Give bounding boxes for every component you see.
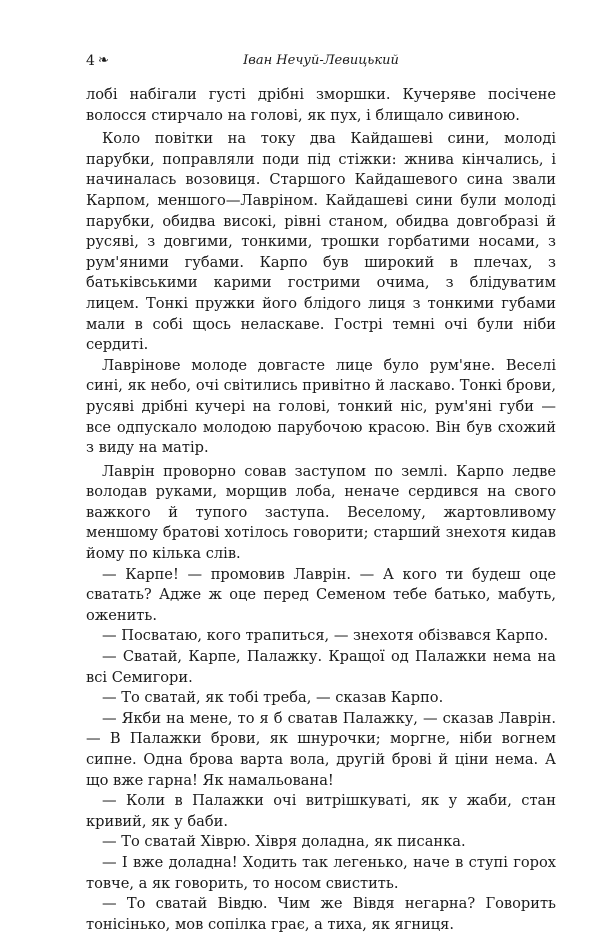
dialogue-line: — То сватай, як тобі треба, — сказав Карпо.	[102, 689, 444, 707]
body-text	[86, 85, 556, 935]
dialogue-line: — Сватай, Карпе, Палажку. Кращої од Палажки нема на всі Семигори.	[86, 648, 556, 686]
paragraph: Лаврінове молоде довгасте лице було рум'яне. Веселі сині, як небо, очі світились привітно й ласкаво. Тонкі брови, русяві дрібні кучері на голові, тонкий ніс, рум'яні губи — все одпускало молодою парубочою красою. Він був схожий з виду на матір.	[86, 356, 556, 457]
paragraph: лобі набігали густі дрібні зморшки. Кучеряве посічене волосся стирчало на голові, як пух, і блищало сивиною.	[86, 86, 556, 124]
dialogue-line: — То сватай Вівдю. Чим же Вівдя негарна? Говорить тонісінько, мов сопілка грає, а тиха, як ягниця.	[86, 895, 556, 933]
ornament-icon: ❧	[98, 53, 109, 68]
dialogue-line: — І вже доладна! Ходить так легенько, наче в ступі горох товче, а як говорить, то носом свистить.	[86, 853, 556, 892]
page-number: 4	[86, 53, 95, 69]
page-header	[86, 50, 556, 72]
dialogue-line: — Коли в Палажки очі витрішкуваті, як у жаби, стан кривий, як у баби.	[86, 792, 556, 830]
dialogue-line: — Карпе! — промовив Лаврін. — А кого ти будеш оце сватать? Адже ж оце перед Семеном тебе батько, мабуть, оженить.	[86, 565, 556, 624]
paragraph: Коло повітки на току два Кайдашеві сини, молоді парубки, поправляли поди під стіжки: жнива кінчались, і начиналась возовиця. Старшого Кайдашевого сина звали Карпом, меншого—Лавріном. Кайдашеві сини були молоді парубки, обидва високі, рівні станом, обидва довгобразі й русяві, з довгими, тонкими, трошки горбатими носами, з рум'яними губами. Карпо був широкий в плечах, з батьківськими карими гострими очима, з блідуватим лицем. Тонкі пружки його блідого лиця з тонкими губами мали в собі щось неласкаве. Гострі темні очі були ніби сердиті.	[86, 130, 556, 354]
running-title: Іван Нечуй-Левицький	[243, 53, 399, 68]
dialogue-line: — То сватай Хіврю. Хівря доладна, як писанка.	[102, 833, 466, 851]
paragraph: Лаврін проворно совав заступом по землі. Карпо ледве володав руками, морщив лоба, неначе сердився на свого важкого й тупого заступа. Веселому, жартовливому меншому братові хотілось говорити; старший знехотя кидав йому по кілька слів.	[86, 462, 556, 563]
dialogue-line: — Якби на мене, то я б сватав Палажку, — сказав Лаврін. — В Палажки брови, як шнурочки; моргне, ніби вогнем сипне. Одна брова варта вола, другій брові й ціни нема. А що вже гарна! Як намальована!	[86, 709, 556, 789]
dialogue-line: — Посватаю, кого трапиться, — знехотя обізвався Карпо.	[102, 627, 549, 645]
